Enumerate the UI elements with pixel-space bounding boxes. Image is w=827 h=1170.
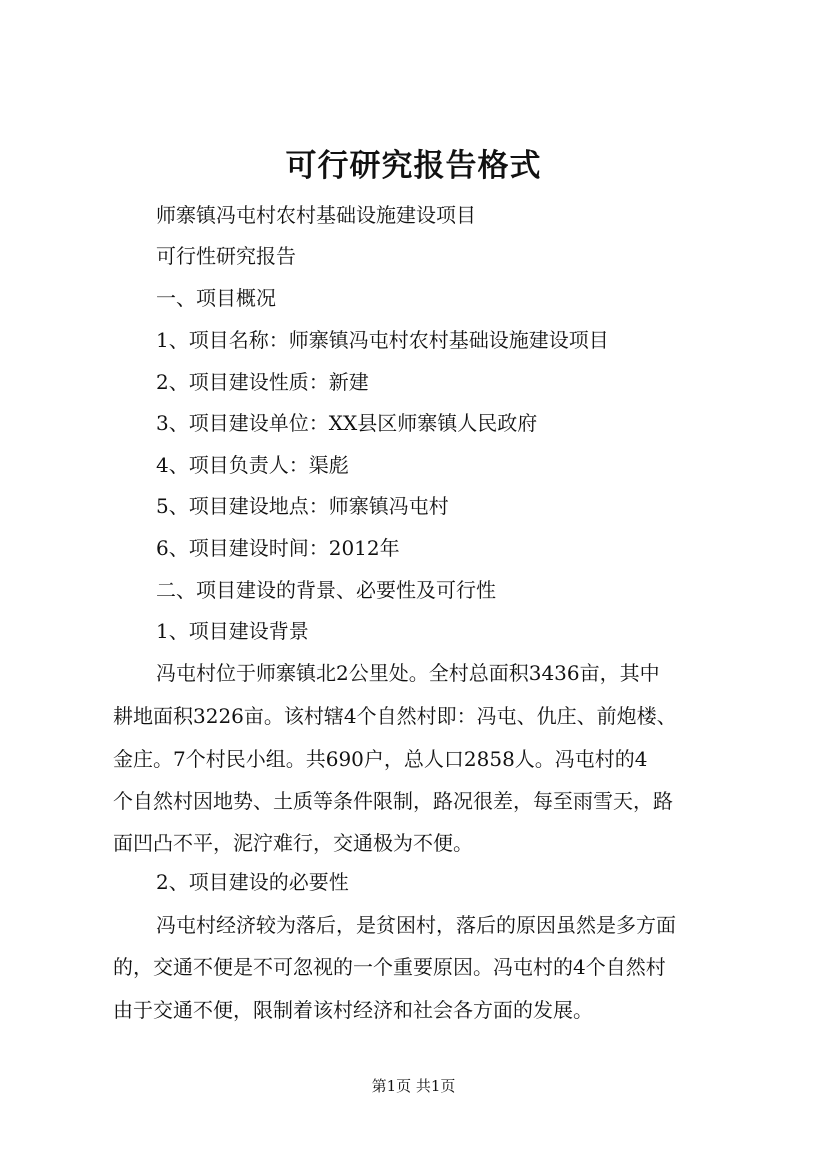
section-heading-background: 二、项目建设的背景、必要性及可行性 (156, 578, 496, 602)
item-project-nature: 2、项目建设性质：新建 (156, 370, 369, 394)
page-footer: 第1页 共1页 (371, 1077, 456, 1095)
paragraph-line: 的，交通不便是不可忽视的一个重要原因。冯屯村的4个自然村 (113, 955, 666, 979)
subheading-necessity: 2、项目建设的必要性 (156, 870, 349, 894)
paragraph-line: 冯屯村经济较为落后，是贫困村，落后的原因虽然是多方面 (156, 913, 676, 937)
project-name-line: 师寨镇冯屯村农村基础设施建设项目 (156, 203, 476, 227)
paragraph-line: 耕地面积3226亩。该村辖4个自然村即：冯屯、仇庄、前炮楼、 (113, 704, 677, 728)
paragraph-line: 个自然村因地势、土质等条件限制，路况很差，每至雨雪天，路 (113, 789, 673, 813)
item-project-location: 5、项目建设地点：师寨镇冯屯村 (156, 494, 449, 518)
paragraph-line: 面凹凸不平，泥泞难行，交通极为不便。 (113, 831, 473, 855)
page-title: 可行研究报告格式 (285, 148, 542, 184)
report-type-line: 可行性研究报告 (156, 244, 296, 268)
item-project-lead: 4、项目负责人：渠彪 (156, 453, 349, 477)
paragraph-line: 金庄。7个村民小组。共690户，总人口2858人。冯屯村的4 (113, 747, 648, 771)
paragraph-line: 冯屯村位于师寨镇北2公里处。全村总面积3436亩，其中 (156, 661, 660, 685)
item-project-name: 1、项目名称：师寨镇冯屯村农村基础设施建设项目 (156, 328, 609, 352)
section-heading-overview: 一、项目概况 (156, 286, 276, 310)
item-project-unit: 3、项目建设单位：XX县区师寨镇人民政府 (156, 411, 538, 435)
subheading-background: 1、项目建设背景 (156, 619, 309, 643)
item-project-time: 6、项目建设时间：2012年 (156, 536, 400, 560)
paragraph-line: 由于交通不便，限制着该村经济和社会各方面的发展。 (113, 998, 593, 1022)
